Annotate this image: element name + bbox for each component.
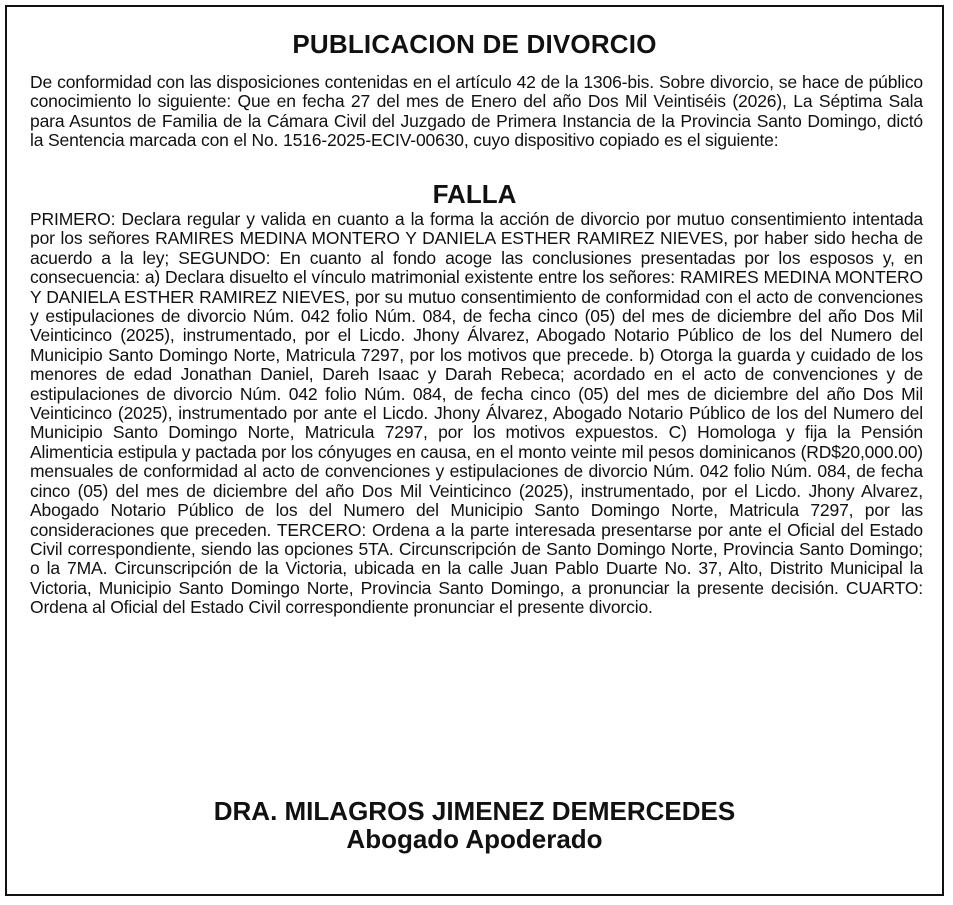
signature-title: Abogado Apoderado: [346, 824, 603, 854]
signature-name: DRA. MILAGROS JIMENEZ DEMERCEDES: [213, 796, 736, 826]
falla-heading: FALLA: [432, 179, 517, 209]
ruling-paragraph: PRIMERO: Declara regular y valida en cuanto a la forma la acción de divorcio por mutuo consentimiento intentada por los señores RAMIRES MEDINA MONTERO Y DANIELA ESTHER RAMIREZ NIEVES, por haber sido hecha de acuerdo a la ley; SEGUNDO: En cuanto al fondo acoge las conclusiones presentadas por los esposos y, en consecuencia: a) Declara disuelto el vínculo matrimonial existente entre los señores: RAMIRES MEDINA MONTERO Y DANIELA ESTHER RAMIREZ NIEVES, por su mutuo consentimiento de conformidad con el acto de convenciones y estipulaciones de divorcio Núm. 042 folio Núm. 084, de fecha cinco (05) del mes de diciembre del año Dos Mil Veinticinco (2025), instrumentado, por el Licdo. Jhony Álvarez, Abogado Notario Público de los del Numero del Municipio Santo Domingo Norte, Matricula 7297, por los motivos que precede. b) Otorga la guarda y cuidado de los menores de edad Jonathan Daniel, Dareh Isaac y Darah Rebeca; acordado en el acto de convenciones y de estipulaciones de divorcio Núm. 042 folio Núm. 084, de fecha cinco (05) del mes de diciembre del año Dos Mil Veinticinco (2025), instrumentado por ante el Licdo. Jhony Álvarez, Abogado Notario Público de los del Numero del Municipio Santo Domingo Norte, Matricula 7297, por los motivos expuestos. C) Homologa y fija la Pensión Alimenticia estipula y pactada por los cónyuges en causa, en el monto veinte mil pesos dominicanos (RD$20,000.00) mensuales de conformidad al acto de convenciones y estipulaciones de divorcio Núm. 042 folio Núm. 084, de fecha cinco (05) del mes de diciembre del año Dos Mil Veinticinco (2025), instrumentado, por el Licdo. Jhony Alvarez, Abogado Notario Público de los del Numero del Municipio Santo Domingo Norte, Matricula 7297, por las consideraciones que preceden. TERCERO: Ordena a la parte interesada presentarse por ante el Oficial del Estado Civil correspondiente, siendo las opciones 5TA. Circunscripción de Santo Domingo Norte, Provincia Santo Domingo; o la 7MA. Circunscripción de la Victoria, ubicada en la calle Juan Pablo Duarte No. 37, Alto, Distrito Municipal la Victoria, Municipio Santo Domingo Norte, Provincia Santo Domingo, a pronunciar la presente decisión. CUARTO: Ordena al Oficial del Estado Civil correspondiente pronunciar el presente divorcio.: [30, 209, 923, 618]
divorce-notice: [5, 5, 944, 896]
intro-paragraph: De conformidad con las disposiciones contenidas en el artículo 42 de la 1306-bis. Sobre divorcio, se hace de público conocimiento lo siguiente: Que en fecha 27 del mes de Enero del año Dos Mil Veintiséis (2026), La Séptima Sala para Asuntos de Familia de la Cámara Civil del Juzgado de Primera Instancia de la Provincia Santo Domingo, dictó la Sentencia marcada con el No. 1516-2025-ECIV-00630, cuyo dispositivo copiado es el siguiente:: [30, 72, 923, 151]
notice-title: PUBLICACION DE DIVORCIO: [292, 29, 657, 59]
